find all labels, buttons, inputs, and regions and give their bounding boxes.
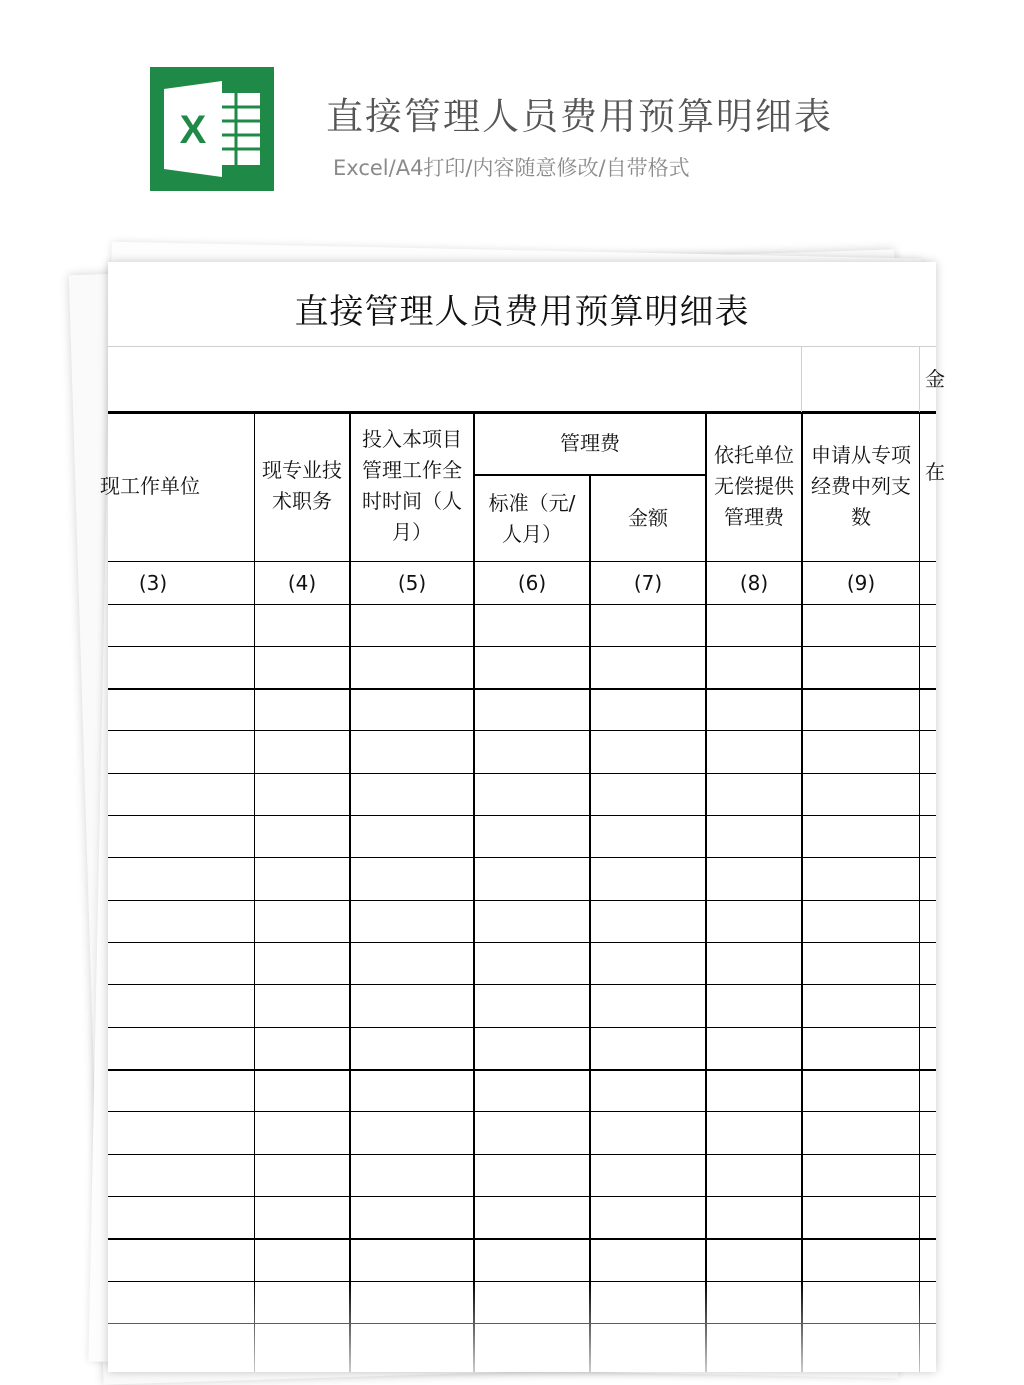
- grid-line: [801, 346, 802, 412]
- bottom-fade: [108, 1282, 936, 1372]
- column-number: (4): [287, 570, 317, 595]
- grid-line: [108, 1154, 936, 1155]
- header-fee-standard: 标准（元/人月）: [488, 490, 576, 546]
- grid-line: [108, 1069, 936, 1071]
- spreadsheet-sheet: [100, 262, 945, 1372]
- header-host-unit-fee: 依托单位无偿提供管理费: [714, 442, 794, 529]
- svg-text:X: X: [179, 108, 207, 152]
- grid-line: [108, 730, 936, 731]
- grid-line: [589, 475, 591, 1372]
- column-number: (6): [517, 570, 547, 595]
- grid-line: [108, 773, 936, 774]
- grid-line: [108, 815, 936, 816]
- header-fee-amount: 金额: [628, 506, 668, 530]
- header-fulltime-months: 投入本项目管理工作全时时间（人月）: [362, 427, 462, 544]
- grid-line: [108, 604, 936, 605]
- grid-line: [108, 1027, 936, 1028]
- header-current-employer: 现工作单位: [100, 473, 200, 498]
- grid-line: [108, 984, 936, 985]
- grid-line: [108, 646, 936, 647]
- header-edge-column: 在: [925, 459, 945, 484]
- document-title: 直接管理人员费用预算明细表: [326, 95, 833, 138]
- column-number: (7): [633, 570, 663, 595]
- column-number: (5): [397, 570, 427, 595]
- excel-logo-icon: [150, 67, 274, 191]
- edge-cell-text: 金: [925, 366, 945, 391]
- column-number: (8): [739, 570, 769, 595]
- grid-line: [108, 1111, 936, 1112]
- document-subtitle: Excel/A4打印/内容随意修改/自带格式: [333, 156, 690, 180]
- grid-line: [919, 412, 920, 1372]
- grid-line: [108, 857, 936, 858]
- header-professional-title: 现专业技术职务: [262, 458, 342, 513]
- sheet-title: 直接管理人员费用预算明细表: [294, 292, 750, 332]
- grid-line: [108, 1238, 936, 1240]
- grid-line: [108, 942, 936, 943]
- header-management-fee-group: 管理费: [560, 430, 620, 455]
- grid-line: [108, 688, 936, 690]
- grid-line: [108, 1196, 936, 1197]
- column-number: (3): [138, 570, 168, 595]
- grid-line: [108, 346, 936, 347]
- column-number: (9): [846, 570, 876, 595]
- grid-line: [108, 900, 936, 901]
- header-special-fund-amount: 申请从专项经费中列支数: [811, 442, 911, 529]
